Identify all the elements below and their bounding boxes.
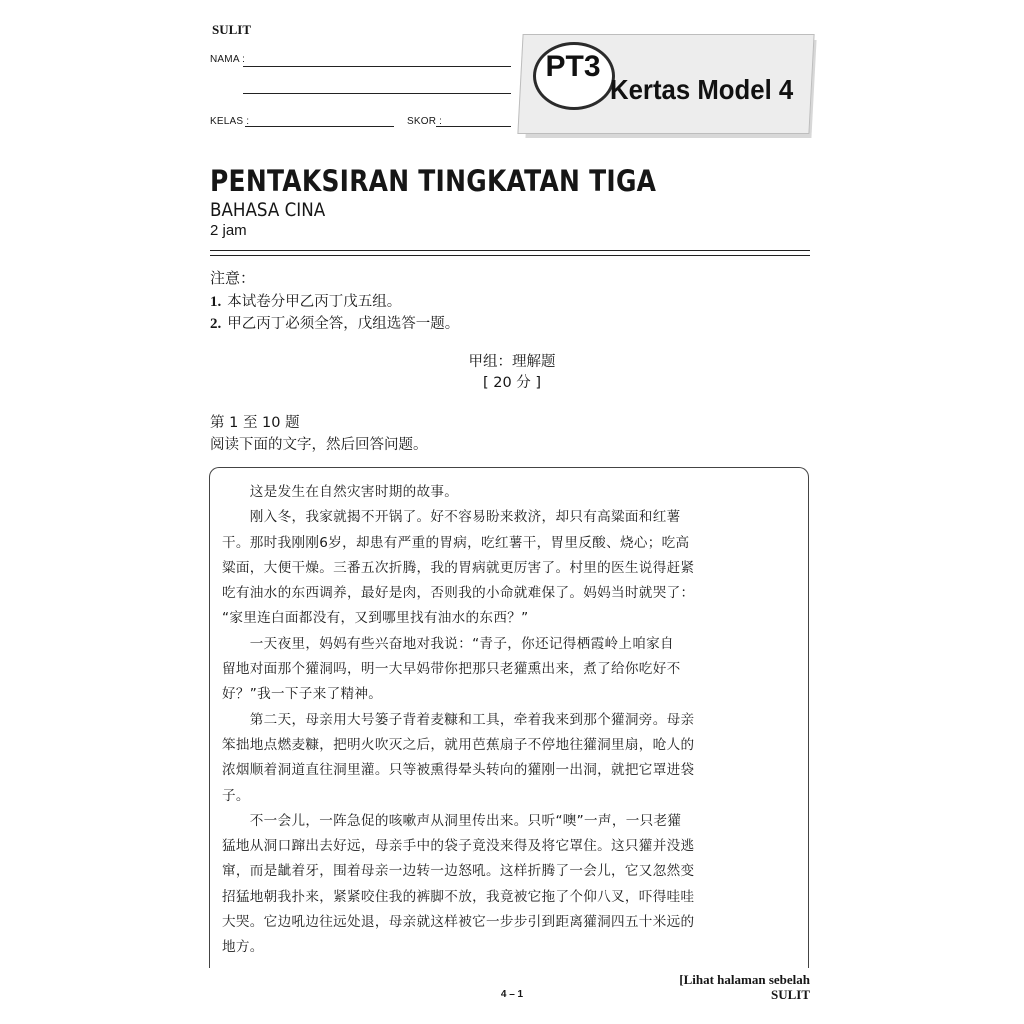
footer-classification: SULIT — [770, 987, 810, 1002]
passage-line: 一天夜里，妈妈有些兴奋地对我说：“青子，你还记得栖霞岭上咱家自 — [222, 635, 674, 652]
passage-line: 刚入冬，我家就揭不开锅了。好不容易盼来救济，却只有高粱面和红薯 — [222, 509, 681, 526]
passage-line: 留地对面那个獾洞吗，明一大早妈带你把那只老獾熏出来，煮了给你吃好不 — [222, 661, 681, 678]
divider-line — [210, 255, 810, 256]
score-label: SKOR : — [407, 116, 443, 127]
passage-line: 大哭。它边吼边往远处退，母亲就这样被它一步步引到距离獾洞四五十米远的 — [222, 914, 695, 931]
passage-line: 第二天，母亲用大号篓子背着麦糠和工具，牵着我来到那个獾洞旁。母亲 — [222, 711, 695, 728]
next-page-note: [Lihat halaman sebelah — [679, 972, 810, 987]
question-instruction: 阅读下面的文字，然后回答问题。 — [210, 437, 428, 453]
name-label: NAMA : — [210, 54, 246, 65]
reading-passage — [222, 480, 794, 961]
class-line — [245, 126, 394, 127]
passage-line: 不一会儿，一阵急促的咳嗽声从洞里传出来。只听“噢”一声，一只老獾 — [222, 812, 682, 829]
notice-item — [210, 312, 459, 333]
passage-line: 地方。 — [222, 939, 264, 956]
exam-duration: 2 jam — [210, 222, 247, 239]
notice-item — [210, 290, 401, 311]
notice-heading: 注意： — [210, 269, 256, 287]
passage-line: 子。 — [222, 787, 250, 804]
section-marks: [ 20 分 ] — [482, 375, 542, 391]
section-title: 甲组：理解题 — [468, 354, 556, 370]
passage-line: 好？”我一下子来了精神。 — [222, 686, 383, 703]
notice-item-number: 2. — [210, 316, 222, 332]
class-label: KELAS : — [210, 116, 250, 127]
notice-item-text: 甲乙丙丁必须全答，戊组选答一题。 — [227, 316, 460, 332]
passage-line: 浓烟顺着洞道直往洞里灌。只等被熏得晕头转向的獾刚一出洞，就把它罩进袋 — [222, 762, 695, 779]
notice-item-number: 1. — [210, 294, 222, 310]
name-line-1 — [243, 66, 511, 67]
score-line — [436, 126, 511, 127]
classification-label: SULIT — [212, 22, 252, 37]
passage-line: 粱面，大便干燥。三番五次折腾，我的胃病就更厉害了。村里的医生说得赶紧 — [222, 559, 695, 576]
name-line-2 — [243, 93, 511, 94]
passage-line: 窜，而是龇着牙，围着母亲一边转一边怒吼。这样折腾了一会儿，它又忽然变 — [222, 863, 695, 880]
notice-item-text: 本试卷分甲乙丙丁戊五组。 — [227, 294, 402, 310]
divider-line — [210, 250, 810, 251]
passage-line: 这是发生在自然灾害时期的故事。 — [222, 484, 459, 500]
exam-subject: BAHASA CINA — [210, 199, 326, 221]
passage-line: 吃有油水的东西调养，最好是肉，否则我的小命就难保了。妈妈当时就哭了： — [222, 585, 695, 602]
badge-title: Kertas Model 4 — [610, 74, 794, 105]
pt3-label: PT3 — [545, 50, 601, 83]
passage-line: 笨拙地点燃麦糠，把明火吹灭之后，就用芭蕉扇子不停地往獾洞里扇，呛人的 — [222, 736, 695, 753]
question-range: 第 1 至 10 题 — [210, 415, 300, 431]
exam-title: PENTAKSIRAN TINGKATAN TIGA — [210, 164, 657, 198]
passage-line: 猛地从洞口蹿出去好远，母亲手中的袋子竟没来得及将它罩住。这只獾并没逃 — [222, 838, 695, 855]
passage-line: 招猛地朝我扑来，紧紧咬住我的裤脚不放，我竟被它拖了个仰八叉，吓得哇哇 — [222, 888, 695, 905]
page-number: 4 – 1 — [500, 989, 524, 1000]
passage-line: “家里连白面都没有，又到哪里找有油水的东西？” — [222, 610, 529, 627]
passage-line: 干。那时我刚刚6岁，却患有严重的胃病，吃红薯干，胃里反酸、烧心；吃高 — [222, 534, 690, 551]
